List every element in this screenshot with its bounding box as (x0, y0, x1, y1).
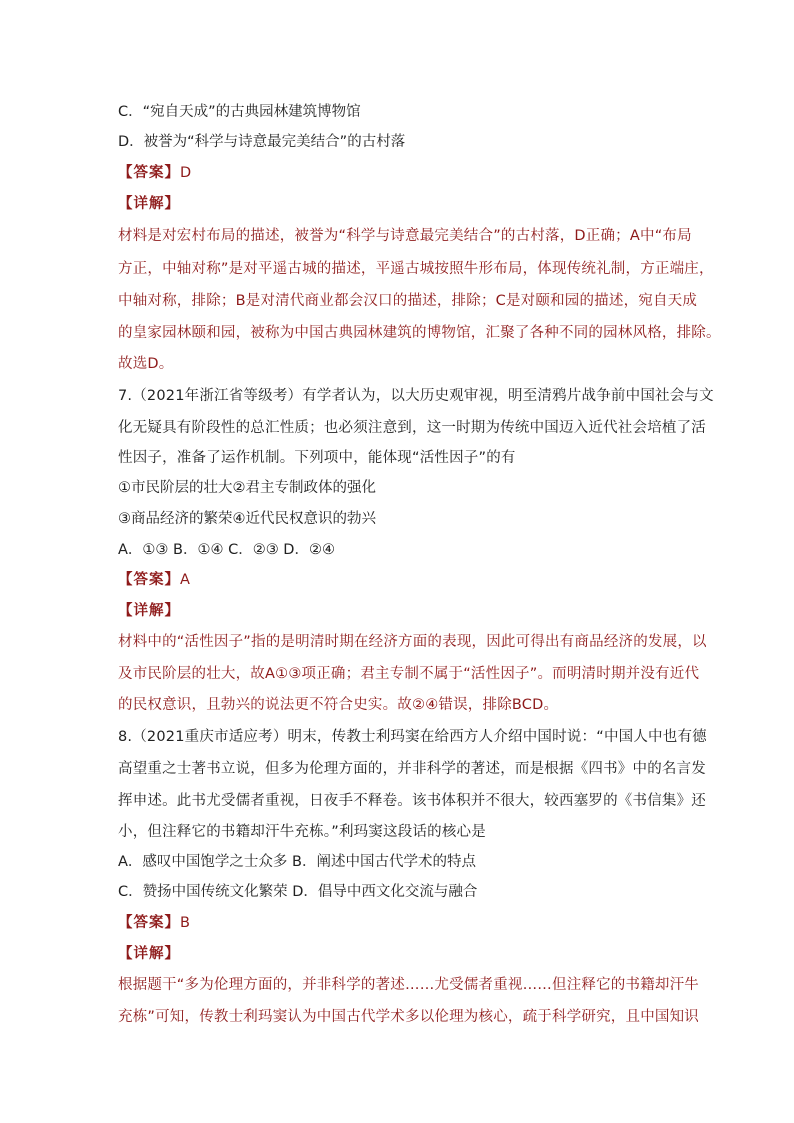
q6-explanation-line: 中轴对称，排除；B是对清代商业都会汉口的描述，排除；C是对颐和园的描述，宛自天成 (118, 293, 698, 309)
q7-stem-line: 化无疑具有阶段性的总汇性质；也必须注意到，这一时期为传统中国迈入近代社会培植了活 (118, 420, 706, 436)
q7-items-line: ③商品经济的繁荣④近代民权意识的勃兴 (118, 511, 376, 527)
q6-explanation-line: 的皇家园林颐和园，被称为中国古典园林建筑的博物馆，汇聚了各种不同的园林风格，排除。 (118, 325, 721, 341)
q8-stem-line: 挥申述。此书尤受儒者重视，日夜手不释卷。该书体积并不很大，较西塞罗的《书信集》还 (118, 793, 706, 809)
q8-options-ab: A．感叹中国饱学之士众多 B．阐述中国古代学术的特点 (118, 854, 476, 870)
answer-value: D (180, 165, 192, 181)
q8-stem-line: 高望重之士著书立说，但多为伦理方面的，并非科学的著述，而是根据《四书》中的名言发 (118, 761, 706, 777)
q6-option-d: D．被誉为“科学与诗意最完美结合”的古村落 (118, 134, 406, 150)
q8-stem-line: 小，但注释它的书籍却汗牛充栋。”利玛窦这段话的核心是 (118, 824, 486, 840)
answer-tag: 【答案】 (118, 572, 180, 588)
answer-tag: 【答案】 (118, 915, 180, 931)
q8-answer-line (118, 913, 190, 933)
q6-explanation-line: 方正，中轴对称”是对平遥古城的描述，平遥古城按照牛形布局，体现传统礼制，方正端庄， (118, 261, 714, 277)
q6-answer-line (118, 163, 191, 183)
q7-items-line: ①市民阶层的壮大②君主专制政体的强化 (118, 480, 376, 496)
q8-stem-line: 8.（2021重庆市适应考）明末，传教士利玛窦在给西方人介绍中国时说：“中国人中也有德 (118, 729, 707, 745)
q7-stem-line: 7.（2021年浙江省等级考）有学者认为，以大历史观审视，明至清鸦片战争前中国社会与文 (118, 388, 714, 404)
detail-tag: 【详解】 (118, 603, 180, 619)
q8-options-cd: C．赞扬中国传统文化繁荣 D．倡导中西文化交流与融合 (118, 884, 478, 900)
q6-explanation-line: 材料是对宏村布局的描述，被誉为“科学与诗意最完美结合”的古村落，D正确；A中“布局 (118, 228, 692, 244)
q7-stem-line: 性因子，准备了运作机制。下列项中，能体现“活性因子”的有 (118, 450, 516, 466)
detail-tag: 【详解】 (118, 946, 180, 962)
q7-answer-line (118, 570, 190, 590)
q7-explanation-line: 材料中的“活性因子”指的是明清时期在经济方面的表现，因此可得出有商品经济的发展，以 (118, 634, 707, 650)
answer-value: A (180, 572, 190, 588)
q7-options: A．①③ B．①④ C．②③ D．②④ (118, 542, 335, 558)
q6-option-c: C．“宛自天成”的古典园林建筑博物馆 (118, 104, 361, 120)
q7-explanation-line: 的民权意识，且勃兴的说法更不符合史实。故②④错误，排除BCD。 (118, 697, 559, 713)
q8-explanation-line: 根据题干“多为伦理方面的，并非科学的著述……尤受儒者重视……但注释它的书籍却汗牛 (118, 977, 700, 993)
answer-tag: 【答案】 (118, 165, 180, 181)
answer-value: B (180, 915, 190, 931)
q8-explanation-line: 充栋”可知，传教士利玛窦认为中国古代学术多以伦理为核心，疏于科学研究，且中国知识 (118, 1009, 700, 1025)
q6-explanation-line: 故选D。 (118, 356, 174, 372)
q7-explanation-line: 及市民阶层的壮大，故A①③项正确；君主专制不属于“活性因子”。而明清时期并没有近代 (118, 666, 700, 682)
detail-tag: 【详解】 (118, 196, 180, 212)
